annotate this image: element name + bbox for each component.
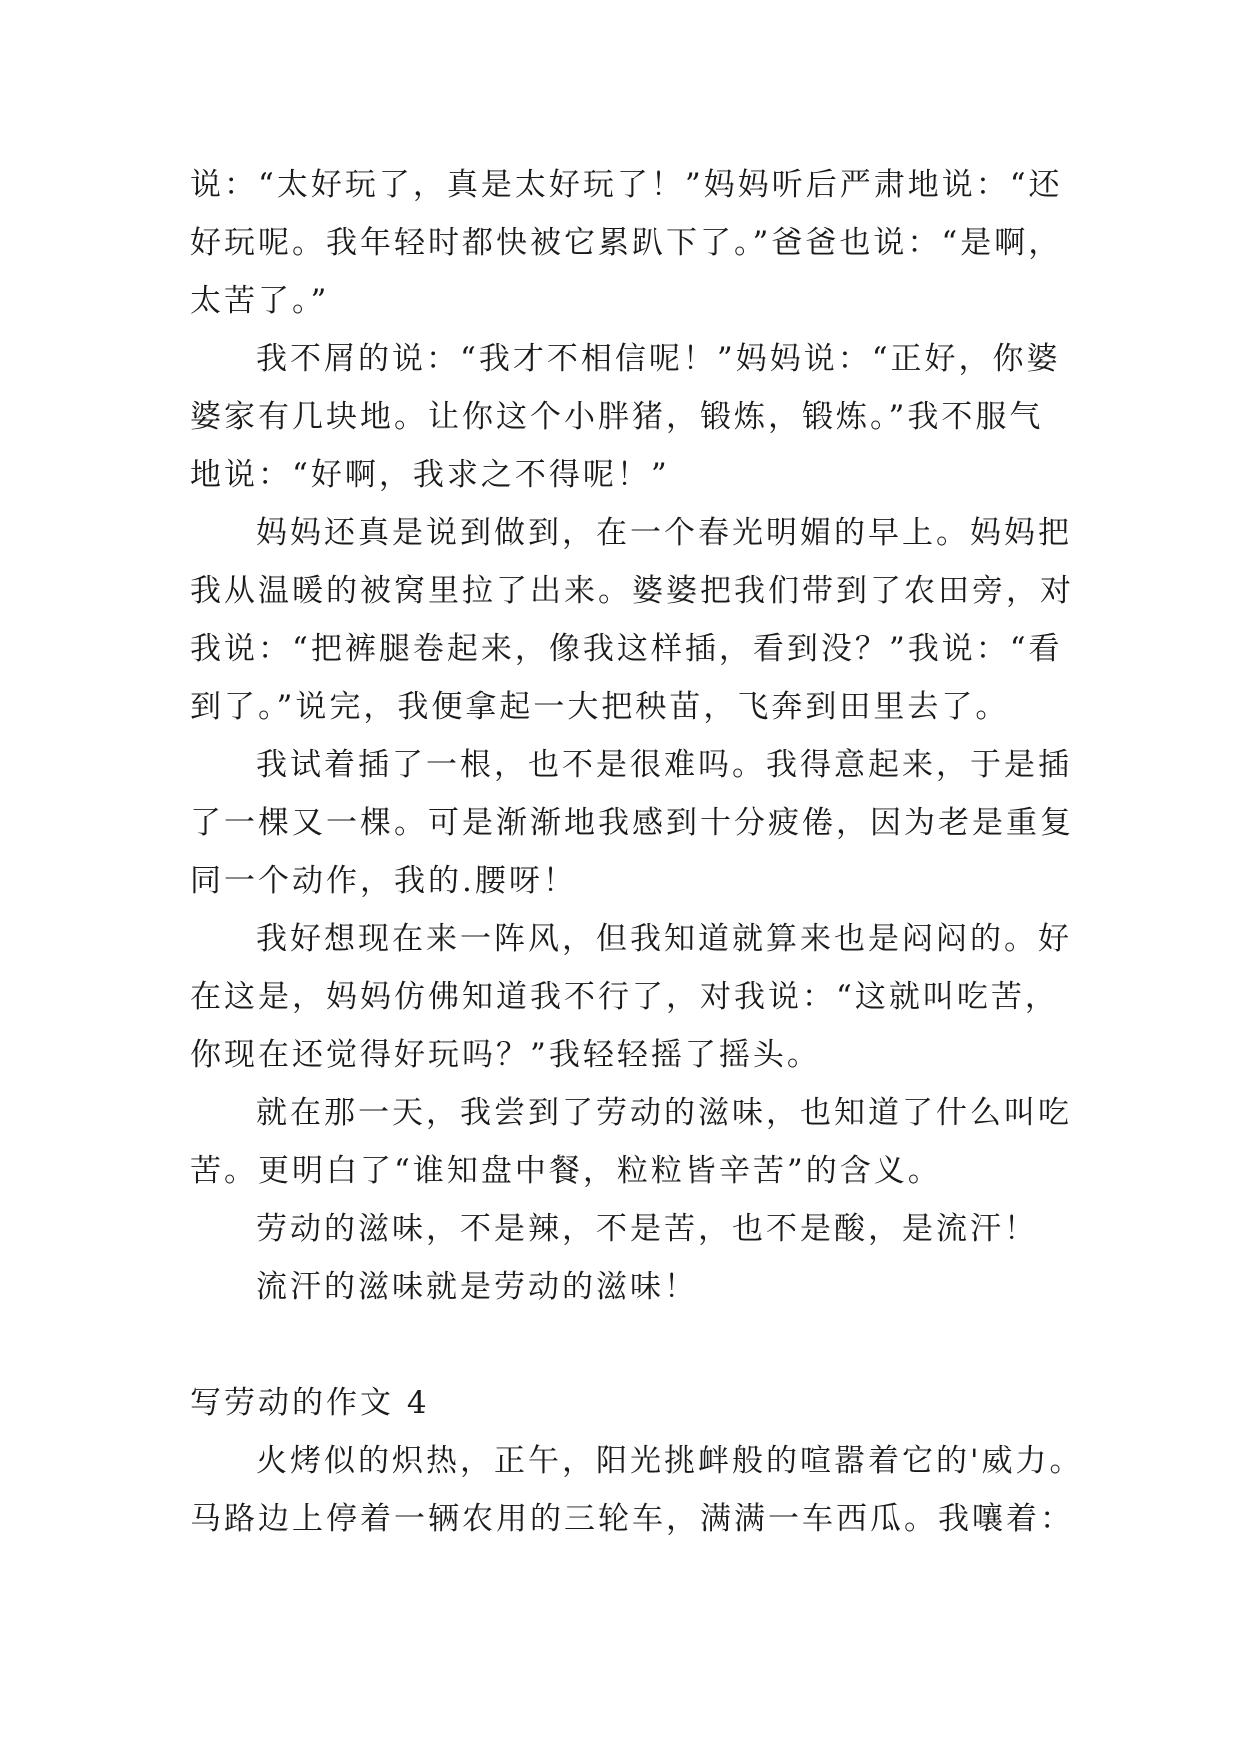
text-line: 了一棵又一棵。可是渐渐地我感到十分疲倦，因为老是重复 <box>190 805 1074 841</box>
text-line: 婆家有几块地。让你这个小胖猪，锻炼，锻炼。”我不服气 <box>190 399 1044 435</box>
text-line: 我试着插了一根，也不是很难吗。我得意起来，于是插 <box>256 747 1072 783</box>
paragraph-gap <box>190 1316 1070 1374</box>
text-line: 说：“太好玩了，真是太好玩了！”妈妈听后严肃地说：“还 <box>190 167 1063 203</box>
text-line: 火烤似的炽热，正午，阳光挑衅般的喧嚣着它的'威力。 <box>256 1443 1084 1479</box>
text-line: 劳动的滋味，不是辣，不是苦，也不是酸，是流汗！ <box>256 1211 1038 1247</box>
text-line: 我不屑的说：“我才不相信呢！”妈妈说：“正好，你婆 <box>256 341 1061 377</box>
text-line: 马路边上停着一辆农用的三轮车，满满一车西瓜。我嚷着： <box>190 1501 1074 1537</box>
text-line: 我说：“把裤腿卷起来，像我这样插，看到没？”我说：“看 <box>190 631 1063 667</box>
text-line: 到了。”说完，我便拿起一大把秧苗，飞奔到田里去了。 <box>190 689 1010 725</box>
text-line: 在这是，妈妈仿佛知道我不行了，对我说：“这就叫吃苦， <box>190 979 1059 1015</box>
text-line: 太苦了。” <box>190 283 330 319</box>
text-line: 地说：“好啊，我求之不得呢！” <box>190 457 670 493</box>
text-line: 流汗的滋味就是劳动的滋味！ <box>256 1269 698 1305</box>
text-line: 你现在还觉得好玩吗？”我轻轻摇了摇头。 <box>190 1037 821 1073</box>
text-line: 我好想现在来一阵风，但我知道就算来也是闷闷的。好 <box>256 921 1072 957</box>
document-body <box>190 156 1084 1548</box>
text-line: 就在那一天，我尝到了劳动的滋味，也知道了什么叫吃 <box>256 1095 1072 1131</box>
text-line: 好玩呢。我年轻时都快被它累趴下了。”爸爸也说：“是啊， <box>190 225 1063 261</box>
text-line: 苦。更明白了“谁知盘中餐，粒粒皆辛苦”的含义。 <box>190 1153 942 1189</box>
text-line: 我从温暖的被窝里拉了出来。婆婆把我们带到了农田旁，对 <box>190 573 1074 609</box>
text-line: 妈妈还真是说到做到，在一个春光明媚的早上。妈妈把 <box>256 515 1072 551</box>
text-line: 同一个动作，我的.腰呀！ <box>190 863 577 899</box>
section-heading: 写劳动的作文 4 <box>190 1385 430 1421</box>
